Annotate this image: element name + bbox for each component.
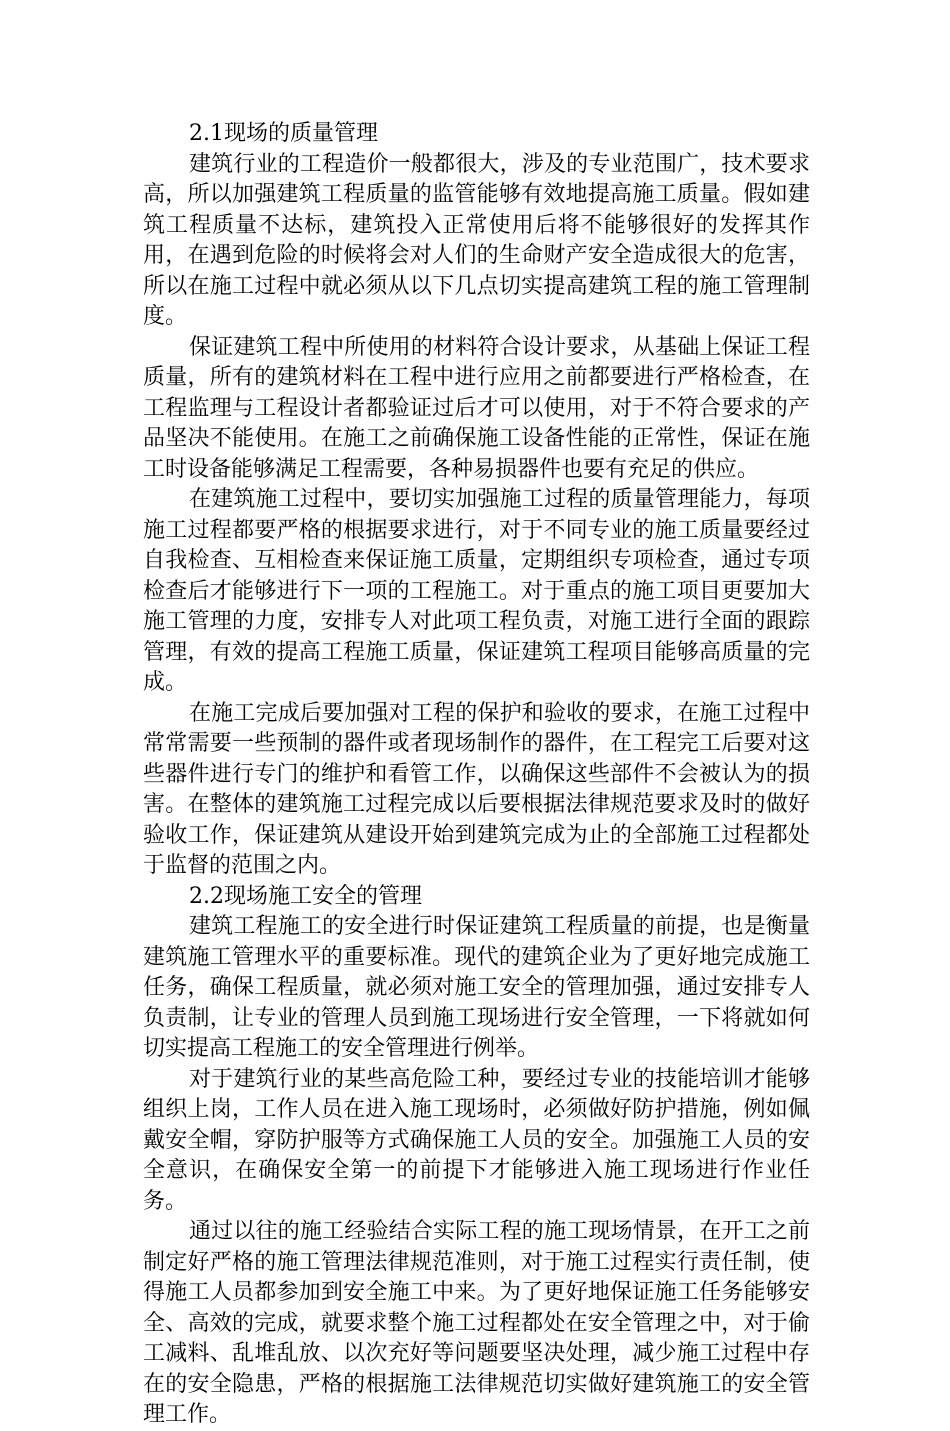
- paragraph: 在施工完成后要加强对工程的保护和验收的要求，在施工过程中常常需要一些预制的器件或者现场制作的器件，在工程完工后要对这些器件进行专门的维护和看管工作，以确保这些部件不会被认为的损害。在整体的建筑施工过程完成以后要根据法律规范要求及时的做好验收工作，保证建筑从建设开始到建筑完成为止的全部施工过程都处于监督的范围之内。: [143, 700, 810, 878]
- paragraph: 在建筑施工过程中，要切实加强施工过程的质量管理能力，每项施工过程都要严格的根据要求进行，对于不同专业的施工质量要经过自我检查、互相检查来保证施工质量，定期组织专项检查，通过专项检查后才能够进行下一项的工程施工。对于重点的施工项目更要加大施工管理的力度，安排专人对此项工程负责，对施工进行全面的跟踪管理，有效的提高工程施工质量，保证建筑工程项目能够高质量的完成。: [143, 487, 810, 695]
- paragraph: 通过以往的施工经验结合实际工程的施工现场情景，在开工之前制定好严格的施工管理法律规范准则，对于施工过程实行责任制，使得施工人员都参加到安全施工中来。为了更好地保证施工任务能够安全、高效的完成，就要求整个施工过程都处在安全管理之中，对于偷工减料、乱堆乱放、以次充好等问题要坚决处理，减少施工过程中存在的安全隐患，严格的根据施工法律规范切实做好建筑施工的安全管理工作。: [143, 1219, 810, 1427]
- paragraph: 建筑行业的工程造价一般都很大，涉及的专业范围广，技术要求高，所以加强建筑工程质量的监管能够有效地提高施工质量。假如建筑工程质量不达标，建筑投入正常使用后将不能够很好的发挥其作用，在遇到危险的时候将会对人们的生命财产安全造成很大的危害，所以在施工过程中就必须从以下几点切实提高建筑工程的施工管理制度。: [143, 151, 810, 329]
- paragraph: 对于建筑行业的某些高危险工种，要经过专业的技能培训才能够组织上岗，工作人员在进入施工现场时，必须做好防护措施，例如佩戴安全帽，穿防护服等方式确保施工人员的安全。加强施工人员的安全意识，在确保安全第一的前提下才能够进入施工现场进行作业任务。: [143, 1066, 810, 1214]
- section-heading-2-1: 2.1现场的质量管理: [189, 121, 378, 146]
- paragraph: 建筑工程施工的安全进行时保证建筑工程质量的前提，也是衡量建筑施工管理水平的重要标准。现代的建筑企业为了更好地完成施工任务，确保工程质量，就必须对施工安全的管理加强，通过安排专人负责制，让专业的管理人员到施工现场进行安全管理，一下将就如何切实提高工程施工的安全管理进行例举。: [143, 914, 810, 1061]
- paragraph: 保证建筑工程中所使用的材料符合设计要求，从基础上保证工程质量，所有的建筑材料在工程中进行应用之前都要进行严格检查，在工程监理与工程设计者都验证过后才可以使用，对于不符合要求的产品坚决不能使用。在施工之前确保施工设备性能的正常性，保证在施工时设备能够满足工程需要，各种易损器件也要有充足的供应。: [143, 334, 810, 482]
- document-body: [143, 119, 810, 1431]
- section-heading-2-2: 2.2现场施工安全的管理: [189, 883, 422, 909]
